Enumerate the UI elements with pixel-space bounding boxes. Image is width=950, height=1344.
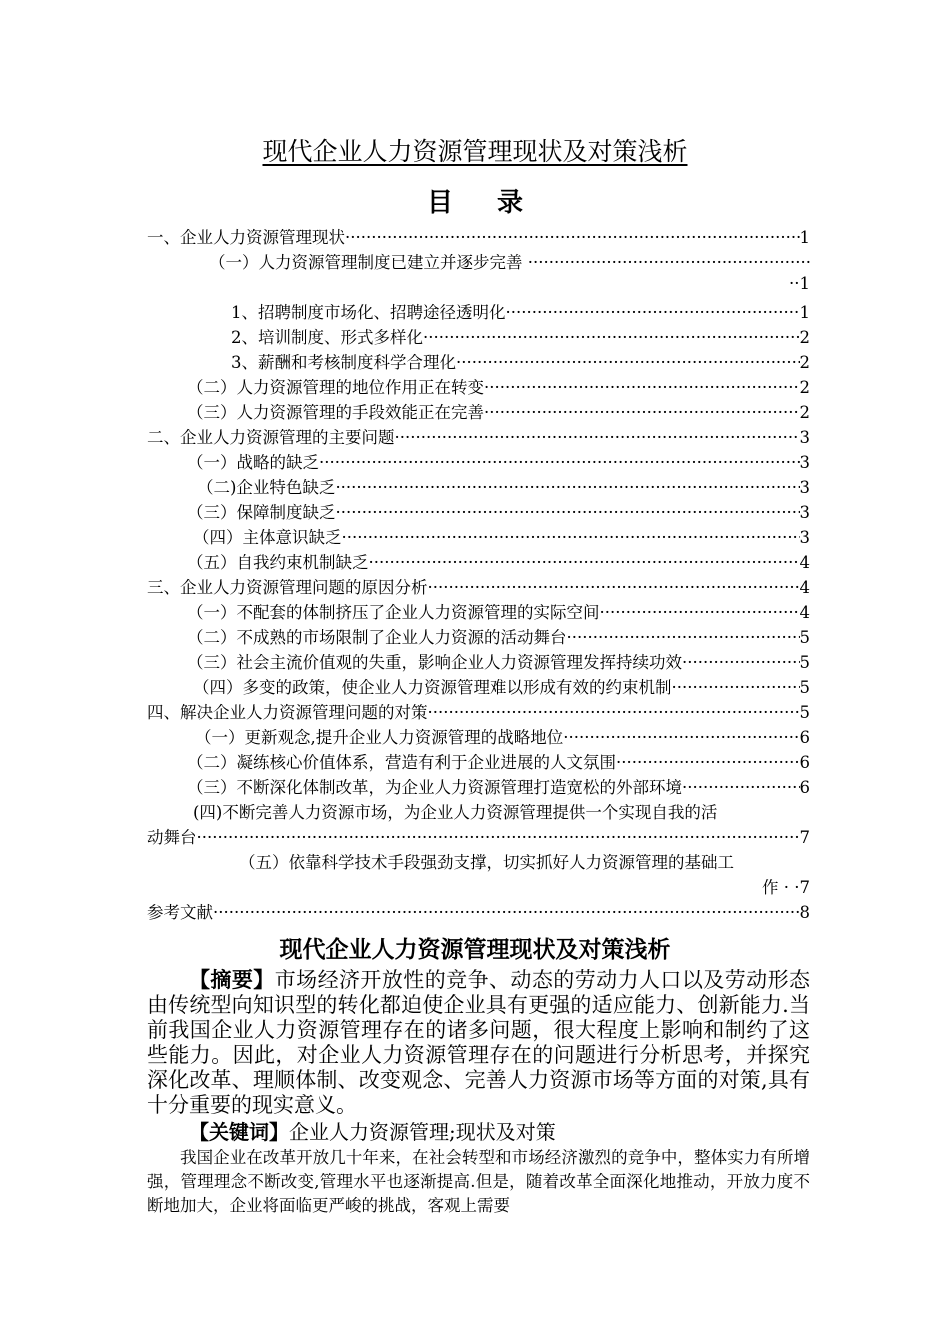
- toc-continuation: [147, 874, 810, 899]
- toc-page-number: 4: [799, 553, 810, 572]
- toc-entry-label: （一）更新观念,提升企业人力资源管理的战略地位: [195, 728, 564, 747]
- toc-entry[interactable]: [147, 824, 810, 849]
- toc-entry-label: （三）人力资源管理的手段效能正在完善: [187, 403, 484, 422]
- toc-entry[interactable]: [147, 424, 810, 449]
- toc-entry-label: （一）战略的缺乏: [187, 453, 319, 472]
- toc-entry-label: 二、企业人力资源管理的主要问题: [147, 428, 395, 447]
- toc-entry-label: （四）主体意识缺乏: [193, 528, 342, 547]
- toc-entry-label: （二）凝练核心价值体系，营造有利于企业进展的人文氛围: [187, 753, 616, 772]
- toc-page-number: 1: [799, 303, 810, 322]
- toc-leader-dots: [600, 603, 800, 622]
- toc-entry[interactable]: [147, 299, 810, 324]
- toc-page-number: 6: [799, 778, 810, 797]
- toc-leader-dots: [345, 228, 800, 247]
- toc-page-number: 6: [799, 753, 810, 772]
- toc-leader-dots: [456, 353, 800, 372]
- toc-entry[interactable]: [147, 574, 810, 599]
- toc-page-number: 4: [799, 603, 810, 622]
- toc-page-number: 5: [799, 628, 810, 647]
- toc-leader-dots: [533, 253, 810, 272]
- toc-entry[interactable]: [147, 724, 810, 749]
- toc-entry-label: 2、培训制度、形式多样化: [231, 328, 423, 347]
- toc-leader-dots: [563, 728, 799, 747]
- toc-continuation: [147, 274, 810, 299]
- toc-entry-label: 3、薪酬和考核制度科学合理化: [231, 353, 456, 372]
- document-title: 现代企业人力资源管理现状及对策浅析: [262, 137, 688, 166]
- toc-leader-dots: [197, 828, 800, 847]
- article-title: 现代企业人力资源管理现状及对策浅析: [279, 937, 671, 963]
- toc-leader-dots: [342, 528, 800, 547]
- toc-entry[interactable]: [147, 549, 810, 574]
- keywords-text: 企业人力资源管理;现状及对策: [289, 1120, 556, 1144]
- toc-entry[interactable]: [147, 699, 810, 724]
- toc-leader-dots: [682, 653, 800, 672]
- toc-page-number: 2: [799, 378, 810, 397]
- toc-entry-label: 四、解决企业人力资源管理问题的对策: [147, 703, 428, 722]
- toc-entry[interactable]: [147, 324, 810, 349]
- toc-page-number: 4: [799, 578, 810, 597]
- abstract: [147, 968, 810, 1118]
- toc-page-number: 6: [799, 728, 810, 747]
- toc-page-number: 5: [799, 703, 810, 722]
- toc-entry[interactable]: [147, 749, 810, 774]
- toc-entry-label: 动舞台: [147, 828, 197, 847]
- toc-leader-dots: [423, 328, 800, 347]
- body-paragraph: [147, 1146, 810, 1218]
- keywords: [147, 1120, 810, 1145]
- toc-entry-label: （五）自我约束机制缺乏: [187, 553, 369, 572]
- toc-entry[interactable]: [147, 674, 810, 699]
- toc-entry[interactable]: [147, 599, 810, 624]
- toc-leader-dots: [428, 578, 800, 597]
- toc-page-number: 8: [799, 903, 810, 922]
- toc-leader-dots: [484, 378, 800, 397]
- body-text: 我国企业在改革开放几十年来，在社会转型和市场经济激烈的竞争中，整体实力有所增强，管理理念不断改变,管理水平也逐渐提高.但是，随着改革全面深化地推动，开放力度不断地加大，企业将面临更严峻的挑战，客观上需要: [147, 1148, 810, 1215]
- toc-leader-dots: [567, 628, 800, 647]
- toc-leader-dots: [335, 478, 799, 497]
- toc-entry-label: 1、招聘制度市场化、招聘途径透明化: [231, 303, 506, 322]
- toc-entry-label: （二）不成熟的市场限制了企业人力资源的活动舞台: [187, 628, 567, 647]
- toc-leader-dots: [213, 903, 800, 922]
- toc-entry-label: （一）人力资源管理制度已建立并逐步完善 ·: [209, 253, 533, 272]
- toc-page-number: 5: [799, 678, 810, 697]
- toc-leader-dots: [319, 453, 800, 472]
- toc-page-number: ··1: [789, 274, 810, 293]
- toc-page-number: 作 · ·7: [762, 878, 810, 897]
- toc-page-number: 7: [799, 828, 810, 847]
- toc-entry[interactable]: [147, 374, 810, 399]
- toc-entry[interactable]: [147, 224, 810, 249]
- toc-leader-dots: [428, 703, 800, 722]
- toc-entry[interactable]: [147, 624, 810, 649]
- toc-entry[interactable]: [147, 774, 810, 799]
- toc-page-number: 3: [799, 528, 810, 547]
- toc-leader-dots: [616, 753, 800, 772]
- abstract-label: 【摘要】: [189, 968, 275, 992]
- toc-entry[interactable]: [147, 524, 810, 549]
- toc-page-number: 2: [799, 353, 810, 372]
- toc-entry-label: （三）社会主流价值观的失重，影响企业人力资源管理发挥持续功效: [187, 653, 682, 672]
- abstract-text: 市场经济开放性的竞争、动态的劳动力人口以及劳动形态由传统型向知识型的转化都迫使企业具有更强的适应能力、创新能力.当前我国企业人力资源管理存在的诸多问题，很大程度上影响和制约了这些能力。因此，对企业人力资源管理存在的问题进行分析思考，并探究深化改革、理顺体制、改变观念、完善人力资源市场等方面的对策,具有十分重要的现实意义。: [147, 968, 811, 1117]
- toc-entry-label: （四）多变的政策，使企业人力资源管理难以形成有效的约束机制: [193, 678, 672, 697]
- toc-entry-wrapped[interactable]: （五）依靠科学技术手段强劲支撑，切实抓好人力资源管理的基础工: [239, 853, 734, 872]
- toc-entry-label: 参考文献: [147, 903, 213, 922]
- keywords-label: 【关键词】: [189, 1120, 289, 1144]
- toc-page-number: 5: [799, 653, 810, 672]
- toc-entry-wrapped[interactable]: (四)不断完善人力资源市场，为企业人力资源管理提供一个实现自我的活: [193, 803, 718, 822]
- toc-page-number: 3: [799, 428, 810, 447]
- toc-leader-dots: [506, 303, 800, 322]
- toc-entry[interactable]: [147, 474, 810, 499]
- toc-entry-label: 三、企业人力资源管理问题的原因分析: [147, 578, 428, 597]
- toc-entry[interactable]: [147, 349, 810, 374]
- toc-entry-label: （三）保障制度缺乏: [187, 503, 336, 522]
- toc-page-number: 3: [799, 478, 810, 497]
- toc-entry[interactable]: [147, 499, 810, 524]
- toc-leader-dots: [336, 503, 800, 522]
- toc-entry-label: （二)企业特色缺乏: [197, 478, 336, 497]
- toc-leader-dots: [395, 428, 800, 447]
- toc-heading: 目录: [426, 188, 567, 218]
- toc-entry-label: （三）不断深化体制改革，为企业人力资源管理打造宽松的外部环境: [187, 778, 682, 797]
- toc-entry[interactable]: [147, 899, 810, 924]
- toc-page-number: 2: [799, 403, 810, 422]
- toc-leader-dots: [369, 553, 800, 572]
- toc-leader-dots: [484, 403, 800, 422]
- toc-entry[interactable]: [147, 399, 810, 424]
- table-of-contents: [147, 224, 810, 924]
- toc-page-number: 3: [799, 503, 810, 522]
- toc-entry[interactable]: [147, 249, 810, 274]
- toc-entry[interactable]: [147, 449, 810, 474]
- toc-page-number: 3: [799, 453, 810, 472]
- toc-leader-dots: [672, 678, 800, 697]
- toc-leader-dots: [682, 778, 800, 797]
- toc-entry[interactable]: [147, 649, 810, 674]
- toc-page-number: 2: [799, 328, 810, 347]
- toc-entry-label: （一）不配套的体制挤压了企业人力资源管理的实际空间: [187, 603, 600, 622]
- toc-entry-label: （二）人力资源管理的地位作用正在转变: [187, 378, 484, 397]
- toc-page-number: 1: [799, 228, 810, 247]
- toc-entry-label: 一、企业人力资源管理现状: [147, 228, 345, 247]
